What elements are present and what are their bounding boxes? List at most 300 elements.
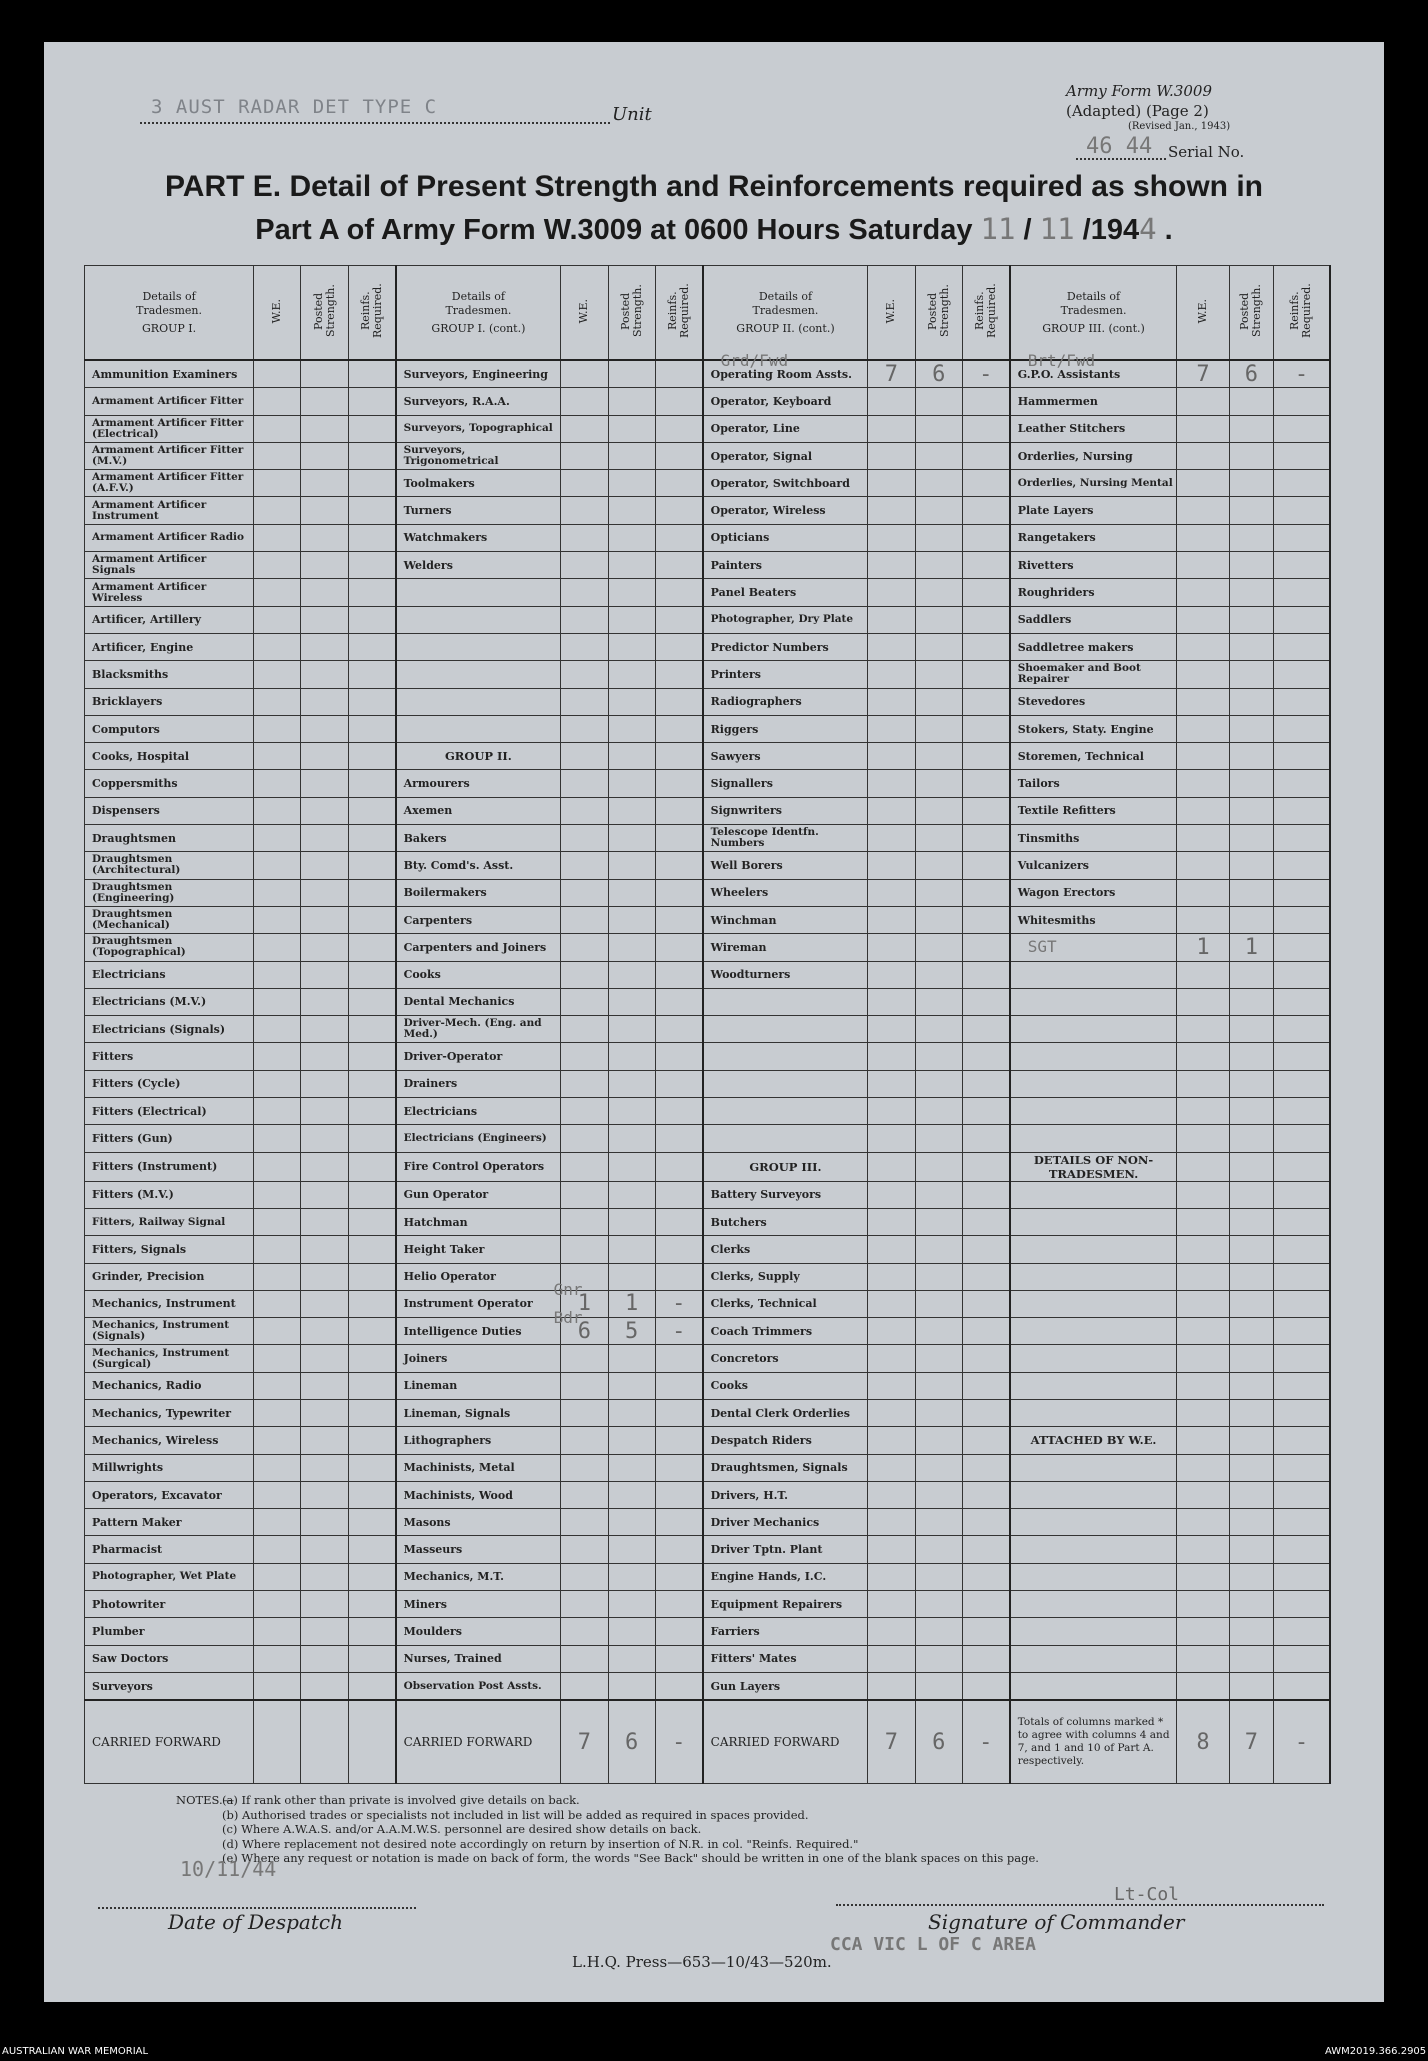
we-cell xyxy=(868,1125,915,1152)
trade-name: Driver Mechanics xyxy=(703,1509,868,1536)
we-cell xyxy=(561,1016,608,1043)
posted-strength-cell xyxy=(1229,579,1273,606)
reinforcements-cell xyxy=(348,1645,395,1672)
we-cell xyxy=(1177,879,1229,906)
we-cell xyxy=(1177,1016,1229,1043)
column-header-we: W.E. xyxy=(1177,266,1229,361)
posted-strength-cell xyxy=(915,470,962,497)
table-row xyxy=(85,1263,1331,1290)
typed-rank-annotation: Grd/Fwd xyxy=(720,350,789,370)
we-cell xyxy=(561,606,608,633)
posted-strength-cell xyxy=(301,1263,348,1290)
posted-strength-cell xyxy=(608,442,655,469)
table-row xyxy=(85,988,1331,1015)
trade-name: Armament Artificer Fitter (Electrical) xyxy=(85,415,254,442)
reinforcements-cell xyxy=(348,715,395,742)
posted-strength-cell xyxy=(915,852,962,879)
we-cell xyxy=(868,879,915,906)
reinforcements-cell xyxy=(655,1481,702,1508)
column-header-details: Details of Tradesmen. GROUP II. (cont.) xyxy=(703,266,868,361)
archive-credit: AUSTRALIAN WAR MEMORIAL xyxy=(2,2046,149,2057)
reinforcements-cell xyxy=(1273,1236,1330,1263)
reinforcements-cell xyxy=(655,1591,702,1618)
trade-name: Armament Artificer Fitter (M.V.) xyxy=(85,442,254,469)
we-cell xyxy=(561,1591,608,1618)
we-cell xyxy=(561,797,608,824)
table-row xyxy=(85,1563,1331,1590)
we-cell xyxy=(561,743,608,770)
we-cell xyxy=(868,797,915,824)
table-row xyxy=(85,797,1331,824)
reinforcements-cell xyxy=(655,1427,702,1454)
reinforcements-cell xyxy=(1273,1152,1330,1181)
posted-strength-cell xyxy=(301,524,348,551)
trade-name: Despatch Riders xyxy=(703,1427,868,1454)
reinforcements-cell xyxy=(1273,1208,1330,1235)
reinforcements-cell: - xyxy=(962,360,1009,388)
we-cell xyxy=(868,552,915,579)
report-month: 11 xyxy=(1039,212,1075,246)
trade-name: Cooks xyxy=(396,961,561,988)
trade-name: Bakers xyxy=(396,825,561,852)
posted-strength-cell xyxy=(608,1263,655,1290)
we-cell xyxy=(254,1645,301,1672)
trade-name: Surveyors xyxy=(85,1672,254,1700)
posted-strength-cell xyxy=(915,879,962,906)
posted-strength-cell xyxy=(1229,1125,1273,1152)
posted-strength-cell xyxy=(1229,442,1273,469)
trade-name: Axemen xyxy=(396,797,561,824)
posted-strength-cell xyxy=(301,633,348,660)
reinforcements-cell xyxy=(348,388,395,415)
trade-name xyxy=(1010,1070,1177,1097)
trade-name xyxy=(1010,1481,1177,1508)
posted-strength-cell xyxy=(301,1016,348,1043)
trade-name: Gnr Instrument Operator xyxy=(396,1290,561,1317)
reinforcements-cell xyxy=(655,770,702,797)
table-row xyxy=(85,1454,1331,1481)
trade-name: Electricians xyxy=(396,1098,561,1125)
table-row xyxy=(85,1016,1331,1043)
reinforcements-cell xyxy=(962,770,1009,797)
we-cell xyxy=(561,1208,608,1235)
printer-imprint: L.H.Q. Press—653—10/43—520m. xyxy=(572,1953,832,1971)
posted-strength-cell xyxy=(608,497,655,524)
table-row xyxy=(85,1208,1331,1235)
trade-name: Bty. Comd's. Asst. xyxy=(396,852,561,879)
we-cell xyxy=(561,524,608,551)
table-row xyxy=(85,1536,1331,1563)
posted-strength-cell xyxy=(915,934,962,961)
reinforcements-cell xyxy=(962,388,1009,415)
reinforcements-cell xyxy=(655,688,702,715)
trade-name xyxy=(1010,1672,1177,1700)
reinforcements-cell xyxy=(962,1070,1009,1097)
we-cell xyxy=(254,1536,301,1563)
we-cell: 7 xyxy=(561,1700,608,1784)
posted-strength-cell xyxy=(1229,688,1273,715)
posted-strength-cell xyxy=(915,633,962,660)
posted-strength-cell xyxy=(301,1427,348,1454)
posted-strength-cell xyxy=(608,688,655,715)
reinforcements-cell xyxy=(348,906,395,933)
posted-strength-cell xyxy=(915,1152,962,1181)
typed-rank-annotation: Bdr xyxy=(553,1307,583,1327)
we-cell xyxy=(254,552,301,579)
reinforcements-cell xyxy=(348,579,395,606)
trade-name xyxy=(1010,1372,1177,1399)
we-cell xyxy=(561,1372,608,1399)
trade-name: Engine Hands, I.C. xyxy=(703,1563,868,1590)
we-cell xyxy=(1177,825,1229,852)
reinforcements-cell xyxy=(655,1098,702,1125)
posted-strength-cell xyxy=(608,906,655,933)
reinforcements-cell xyxy=(962,1263,1009,1290)
reinforcements-cell xyxy=(962,1536,1009,1563)
trade-name: Fitters, Signals xyxy=(85,1236,254,1263)
posted-strength-cell xyxy=(301,1290,348,1317)
we-cell xyxy=(868,1536,915,1563)
posted-strength-cell xyxy=(301,1345,348,1372)
reinforcements-cell xyxy=(962,1481,1009,1508)
trade-name: Plate Layers xyxy=(1010,497,1177,524)
we-cell xyxy=(254,1125,301,1152)
column-header-we: W.E. xyxy=(561,266,608,361)
reinforcements-cell xyxy=(962,661,1009,688)
trade-name: Electricians (Engineers) xyxy=(396,1125,561,1152)
trade-name: Draughtsmen (Engineering) xyxy=(85,879,254,906)
reinforcements-cell: - xyxy=(1273,1700,1330,1784)
trade-name xyxy=(396,633,561,660)
reinforcements-cell xyxy=(962,1152,1009,1181)
trade-name: Height Taker xyxy=(396,1236,561,1263)
table-row xyxy=(85,1043,1331,1070)
column-header-details: Details of Tradesmen. GROUP I. xyxy=(85,266,254,361)
posted-strength-cell xyxy=(301,770,348,797)
trade-name: Draughtsmen xyxy=(85,825,254,852)
trade-name: Mechanics, Radio xyxy=(85,1372,254,1399)
we-cell xyxy=(561,1098,608,1125)
we-cell xyxy=(1177,661,1229,688)
group-heading: ATTACHED BY W.E. xyxy=(1010,1427,1177,1454)
column-header-reinf: Reinfs. Required. xyxy=(962,266,1009,361)
reinforcements-cell xyxy=(1273,1181,1330,1208)
reinforcements-cell xyxy=(655,1399,702,1426)
trade-name: CARRIED FORWARD xyxy=(703,1700,868,1784)
despatch-line xyxy=(98,1907,416,1909)
reinforcements-cell xyxy=(655,1016,702,1043)
posted-strength-cell xyxy=(915,770,962,797)
reinforcements-cell xyxy=(348,934,395,961)
we-cell xyxy=(561,497,608,524)
trade-name: Fitters (Cycle) xyxy=(85,1070,254,1097)
reinforcements-cell xyxy=(1273,1070,1330,1097)
reinforcements-cell xyxy=(655,1043,702,1070)
trade-name: Miners xyxy=(396,1591,561,1618)
posted-strength-cell xyxy=(608,524,655,551)
trade-name: Clerks xyxy=(703,1236,868,1263)
table-row xyxy=(85,852,1331,879)
reinforcements-cell xyxy=(655,879,702,906)
trade-name xyxy=(1010,934,1177,961)
posted-strength-cell xyxy=(301,1481,348,1508)
trade-name: Concretors xyxy=(703,1345,868,1372)
trade-name: Radiographers xyxy=(703,688,868,715)
reinforcements-cell xyxy=(1273,1016,1330,1043)
trade-name xyxy=(1010,1318,1177,1345)
reinforcements-cell xyxy=(1273,1399,1330,1426)
trade-name: Artificer, Engine xyxy=(85,633,254,660)
trade-name: Draughtsmen (Architectural) xyxy=(85,852,254,879)
posted-strength-cell xyxy=(608,1672,655,1700)
reinforcements-cell xyxy=(962,1125,1009,1152)
posted-strength-cell xyxy=(915,442,962,469)
tradesmen-table xyxy=(84,265,1331,1784)
table-row xyxy=(85,1181,1331,1208)
posted-strength-cell xyxy=(915,715,962,742)
we-cell xyxy=(561,688,608,715)
we-cell xyxy=(561,661,608,688)
posted-strength-cell xyxy=(915,524,962,551)
reinforcements-cell xyxy=(962,988,1009,1015)
we-cell xyxy=(1177,633,1229,660)
we-cell xyxy=(868,1372,915,1399)
posted-strength-cell xyxy=(301,1672,348,1700)
posted-strength-cell xyxy=(915,1208,962,1235)
posted-strength-cell xyxy=(301,1509,348,1536)
trade-name: Storemen, Technical xyxy=(1010,743,1177,770)
reinforcements-cell xyxy=(962,852,1009,879)
we-cell xyxy=(1177,606,1229,633)
posted-strength-cell xyxy=(301,1563,348,1590)
reinforcements-cell xyxy=(1273,1672,1330,1700)
column-header-we: W.E. xyxy=(254,266,301,361)
trade-name xyxy=(1010,1208,1177,1235)
we-cell xyxy=(868,1618,915,1645)
reinforcements-cell xyxy=(348,1318,395,1345)
we-cell xyxy=(1177,415,1229,442)
reinforcements-cell xyxy=(348,661,395,688)
posted-strength-cell xyxy=(915,1290,962,1317)
we-cell xyxy=(1177,1481,1229,1508)
column-header-posted: Posted Strength. xyxy=(1229,266,1273,361)
trade-name: Tailors xyxy=(1010,770,1177,797)
posted-strength-cell xyxy=(1229,1345,1273,1372)
trade-name xyxy=(1010,1645,1177,1672)
trade-name: Hammermen xyxy=(1010,388,1177,415)
reinforcements-cell xyxy=(1273,797,1330,824)
reinforcements-cell xyxy=(1273,1509,1330,1536)
trade-name xyxy=(703,988,868,1015)
posted-strength-cell xyxy=(608,825,655,852)
we-cell xyxy=(254,661,301,688)
we-cell xyxy=(561,879,608,906)
posted-strength-cell: 6 xyxy=(1229,360,1273,388)
reinforcements-cell xyxy=(1273,552,1330,579)
column-header-posted: Posted Strength. xyxy=(915,266,962,361)
column-header-details: Details of Tradesmen. GROUP I. (cont.) xyxy=(396,266,561,361)
posted-strength-cell xyxy=(915,1345,962,1372)
group-heading: DETAILS OF NON-TRADESMEN. xyxy=(1010,1152,1177,1181)
posted-strength-cell xyxy=(608,852,655,879)
posted-strength-cell xyxy=(608,633,655,660)
we-cell xyxy=(561,1125,608,1152)
trade-name: Artificer, Artillery xyxy=(85,606,254,633)
reinforcements-cell xyxy=(655,1509,702,1536)
posted-strength-cell xyxy=(1229,1481,1273,1508)
reinforcements-cell xyxy=(348,1372,395,1399)
trade-name xyxy=(1010,1345,1177,1372)
trade-name: Blacksmiths xyxy=(85,661,254,688)
reinforcements-cell xyxy=(348,797,395,824)
posted-strength-cell xyxy=(608,1645,655,1672)
we-cell xyxy=(254,988,301,1015)
we-cell xyxy=(1177,524,1229,551)
we-cell xyxy=(868,988,915,1015)
trade-name xyxy=(396,715,561,742)
reinforcements-cell xyxy=(655,1345,702,1372)
posted-strength-cell xyxy=(915,579,962,606)
we-cell xyxy=(254,1481,301,1508)
we-cell xyxy=(868,497,915,524)
table-row xyxy=(85,633,1331,660)
posted-strength-cell xyxy=(608,934,655,961)
we-cell xyxy=(254,1318,301,1345)
trade-name: Sawyers xyxy=(703,743,868,770)
reinforcements-cell xyxy=(962,1645,1009,1672)
serial-label: Serial No. xyxy=(1168,143,1245,161)
we-cell xyxy=(561,1481,608,1508)
table-row xyxy=(85,470,1331,497)
reinforcements-cell xyxy=(348,360,395,388)
posted-strength-cell xyxy=(301,797,348,824)
table-row xyxy=(85,1645,1331,1672)
table-row xyxy=(85,1618,1331,1645)
we-cell xyxy=(1177,715,1229,742)
posted-strength-cell xyxy=(301,606,348,633)
reinforcements-cell xyxy=(962,1345,1009,1372)
we-cell xyxy=(254,934,301,961)
trade-name xyxy=(396,606,561,633)
we-cell xyxy=(254,1427,301,1454)
posted-strength-cell xyxy=(915,1043,962,1070)
table-row xyxy=(85,442,1331,469)
we-cell xyxy=(868,1318,915,1345)
column-header-reinf: Reinfs. Required. xyxy=(1273,266,1330,361)
trade-name xyxy=(1010,1236,1177,1263)
we-cell xyxy=(561,988,608,1015)
trade-name: Plumber xyxy=(85,1618,254,1645)
reinforcements-cell xyxy=(655,470,702,497)
we-cell xyxy=(254,825,301,852)
we-cell xyxy=(868,1236,915,1263)
we-cell: 1 xyxy=(561,1290,608,1317)
posted-strength-cell xyxy=(301,661,348,688)
we-cell xyxy=(254,1700,301,1784)
reinforcements-cell xyxy=(1273,1536,1330,1563)
reinforcements-cell xyxy=(962,961,1009,988)
reinforcements-cell xyxy=(348,606,395,633)
reinforcements-cell xyxy=(655,1263,702,1290)
posted-strength-cell xyxy=(915,1509,962,1536)
posted-strength-cell: 6 xyxy=(608,1700,655,1784)
we-cell xyxy=(561,961,608,988)
posted-strength-cell xyxy=(301,1399,348,1426)
trade-name: Ammunition Examiners xyxy=(85,360,254,388)
reinforcements-cell xyxy=(962,415,1009,442)
we-cell xyxy=(561,1509,608,1536)
we-cell xyxy=(561,1070,608,1097)
we-cell xyxy=(1177,442,1229,469)
trade-name xyxy=(1010,988,1177,1015)
table-row xyxy=(85,879,1331,906)
reinforcements-cell xyxy=(962,470,1009,497)
trade-name xyxy=(396,579,561,606)
trade-name: Observation Post Assts. xyxy=(396,1672,561,1700)
table-row xyxy=(85,579,1331,606)
posted-strength-cell xyxy=(301,852,348,879)
reinforcements-cell xyxy=(1273,879,1330,906)
trade-name: Well Borers xyxy=(703,852,868,879)
posted-strength-cell xyxy=(608,579,655,606)
posted-strength-cell xyxy=(1229,743,1273,770)
trade-name: Gun Layers xyxy=(703,1672,868,1700)
reinforcements-cell xyxy=(348,1236,395,1263)
posted-strength-cell xyxy=(301,1208,348,1235)
posted-strength-cell xyxy=(608,470,655,497)
trade-name: Operators, Excavator xyxy=(85,1481,254,1508)
trade-name: Saddletree makers xyxy=(1010,633,1177,660)
trade-name xyxy=(1010,1591,1177,1618)
reinforcements-cell xyxy=(348,524,395,551)
we-cell xyxy=(1177,797,1229,824)
reinforcements-cell xyxy=(1273,961,1330,988)
reinforcements-cell xyxy=(1273,688,1330,715)
posted-strength-cell xyxy=(1229,470,1273,497)
reinforcements-cell xyxy=(655,988,702,1015)
trade-name: Moulders xyxy=(396,1618,561,1645)
we-cell xyxy=(561,1672,608,1700)
posted-strength-cell: 5 xyxy=(608,1318,655,1345)
reinforcements-cell xyxy=(962,1509,1009,1536)
reinforcements-cell xyxy=(962,579,1009,606)
trade-name: Painters xyxy=(703,552,868,579)
we-cell xyxy=(868,825,915,852)
trade-name: Armament Artificer Wireless xyxy=(85,579,254,606)
posted-strength-cell xyxy=(608,606,655,633)
we-cell xyxy=(561,579,608,606)
posted-strength-cell xyxy=(301,988,348,1015)
posted-strength-cell xyxy=(608,1208,655,1235)
trade-name: Operator, Keyboard xyxy=(703,388,868,415)
trade-name: Mechanics, Instrument (Surgical) xyxy=(85,1345,254,1372)
we-cell xyxy=(1177,1070,1229,1097)
reinforcements-cell xyxy=(655,1618,702,1645)
posted-strength-cell xyxy=(301,688,348,715)
posted-strength-cell xyxy=(1229,1181,1273,1208)
reinforcements-cell xyxy=(348,1181,395,1208)
trade-name: CARRIED FORWARD xyxy=(85,1700,254,1784)
reinforcements-cell xyxy=(1273,1290,1330,1317)
trade-name: Operator, Switchboard xyxy=(703,470,868,497)
we-cell xyxy=(868,1043,915,1070)
posted-strength-cell xyxy=(301,743,348,770)
reinforcements-cell xyxy=(962,715,1009,742)
trade-name: Clerks, Technical xyxy=(703,1290,868,1317)
trade-name: Cooks xyxy=(703,1372,868,1399)
trade-name: Lithographers xyxy=(396,1427,561,1454)
trade-name: Electricians (M.V.) xyxy=(85,988,254,1015)
